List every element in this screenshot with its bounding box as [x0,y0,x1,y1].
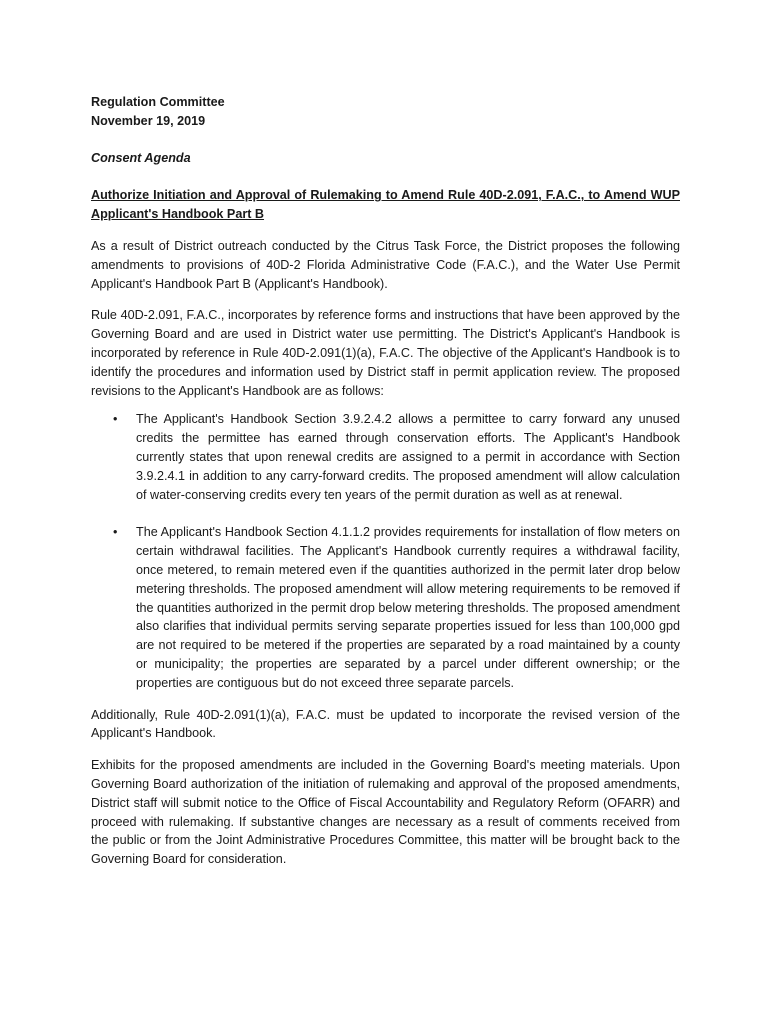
intro-paragraph: As a result of District outreach conducted by the Citrus Task Force, the District proposes the following amendments to provisions of 40D-2 Florida Administrative Code (F.A.C.), and the Water Use Permit Applicant's Handbook Part B (Applicant's Handbook). [91,238,680,291]
rule-paragraph: Rule 40D-2.091, F.A.C., incorporates by reference forms and instructions that have been approved by the Governing Board and are used in District water use permitting. The District's Applicant's Handbook is incorporated by reference in Rule 40D-2.091(1)(a), F.A.C. The objective of the Applicant's Handbook is to identify the procedures and information used by District staff in permit application review. The proposed revisions to the Applicant's Handbook are as follows: [91,308,680,398]
agenda-label: Consent Agenda [91,150,191,165]
meeting-date: November 19, 2019 [91,113,206,128]
bullet-icon: • [113,525,118,540]
item-title: Authorize Initiation and Approval of Rulemaking to Amend Rule 40D-2.091, F.A.C., to Amend WUP Applicant's Handbook Part B [91,188,680,222]
additional-paragraph: Additionally, Rule 40D-2.091(1)(a), F.A.C. must be updated to incorporate the revised version of the Applicant's Handbook. [91,707,680,741]
bullet-icon: • [113,412,118,427]
list-item-text: The Applicant's Handbook Section 4.1.1.2 provides requirements for installation of flow meters on certain withdrawal facilities. The Applicant's Handbook currently requires a withdrawal facility, once metered, to remain metered even if the quantities authorized in the permit later drop below metering thresholds. The proposed amendment will allow metering requirements to be removed if the quantities authorized in the permit drop below metering thresholds. The proposed amendment also clarifies that individual permits serving separate properties issued for less than 100,000 gpd are not required to be metered if the properties are separated by a road maintained by a county or municipality; the properties are separated by a parcel under different ownership; or the properties are contiguous but do not exceed three separate parcels. [136,525,680,690]
document-page [91,93,680,869]
list-item [91,523,680,692]
exhibits-paragraph: Exhibits for the proposed amendments are included in the Governing Board's meeting materials. Upon Governing Board authorization of the initiation of rulemaking and approval of the proposed amendments, District staff will submit notice to the Office of Fiscal Accountability and Regulatory Reform (OFARR) and proceed with rulemaking. If substantive changes are necessary as a result of comments received from the public or from the Joint Administrative Procedures Committee, this matter will be brought back to the Governing Board for consideration. [91,758,680,867]
revisions-list [91,410,680,692]
committee-name: Regulation Committee [91,95,225,109]
list-item-text: The Applicant's Handbook Section 3.9.2.4.2 allows a permittee to carry forward any unused credits the permittee has earned through conservation efforts. The Applicant's Handbook currently states that upon renewal credits are assigned to a permit in accordance with Section 3.9.2.4.1 in addition to any carry-forward credits. The proposed amendment will allow calculation of water-conserving credits every ten years of the permit duration as well as at renewal. [136,412,680,502]
list-item [91,410,680,504]
